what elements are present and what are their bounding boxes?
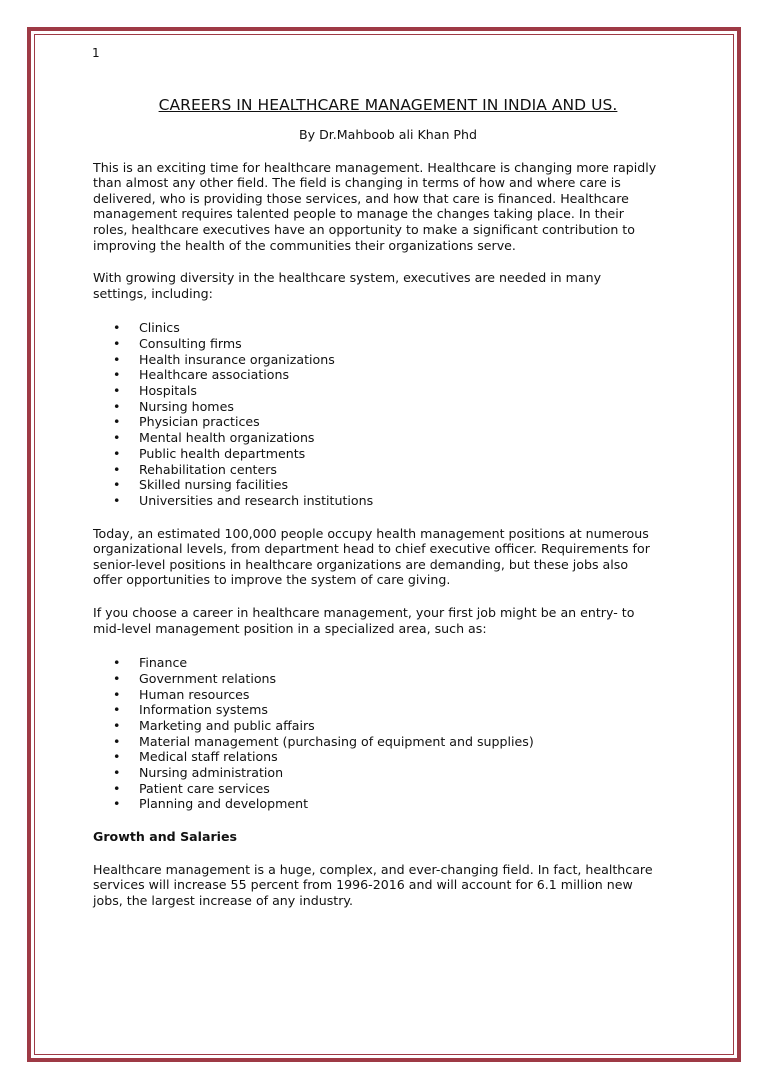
bullet-icon: •	[113, 749, 121, 765]
text-line: management requires talented people to manage the changes taking place. In their	[93, 206, 624, 222]
text-line: offer opportunities to improve the system of care giving.	[93, 572, 451, 588]
bullet-icon: •	[113, 764, 121, 780]
bullet-icon: •	[113, 320, 121, 336]
list-item: • Material management (purchasing of equipment and supplies)	[113, 733, 534, 749]
list-item: • Finance	[113, 655, 188, 671]
bullet-icon: •	[113, 702, 121, 718]
page-content	[93, 46, 683, 908]
text-line: With growing diversity in the healthcare system, executives are needed in many	[93, 270, 602, 286]
bullet-icon: •	[113, 477, 121, 493]
text-line: than almost any other field. The field is changing in terms of how and where care is	[93, 175, 621, 191]
section-heading-growth: Growth and Salaries	[93, 829, 238, 845]
list-item: • Health insurance organizations	[113, 351, 335, 367]
settings-intro-paragraph	[93, 270, 683, 301]
list-item: • Clinics	[113, 320, 180, 336]
list-item: • Universities and research institutions	[113, 492, 374, 508]
list-item: • Government relations	[113, 670, 277, 686]
list-item: • Nursing homes	[113, 398, 234, 414]
text-line: Healthcare management is a huge, complex, and ever-changing field. In fact, healthcare	[93, 861, 653, 877]
bullet-icon: •	[113, 796, 121, 812]
list-item: • Marketing and public affairs	[113, 717, 315, 733]
bullet-icon: •	[113, 430, 121, 446]
career-paragraph	[93, 605, 683, 636]
text-line: organizational levels, from department head to chief executive officer. Requirements for	[93, 541, 650, 557]
text-line: If you choose a career in healthcare management, your first job might be an entry- to	[93, 604, 635, 620]
bullet-icon: •	[113, 780, 121, 796]
bullet-icon: •	[113, 367, 121, 383]
bullet-icon: •	[113, 414, 121, 430]
text-line: services will increase 55 percent from 1996-2016 and will account for 6.1 million new	[93, 877, 633, 893]
bullet-icon: •	[113, 398, 121, 414]
text-line: This is an exciting time for healthcare management. Healthcare is changing more rapidly	[93, 159, 657, 175]
bullet-icon: •	[113, 445, 121, 461]
bullet-icon: •	[113, 461, 121, 477]
bullet-icon: •	[113, 383, 121, 399]
text-line: improving the health of the communities their organizations serve.	[93, 237, 516, 253]
list-item: • Consulting firms	[113, 336, 242, 352]
list-item: • Hospitals	[113, 383, 197, 399]
bullet-icon: •	[113, 733, 121, 749]
list-item: • Medical staff relations	[113, 749, 278, 765]
list-item: • Patient care services	[113, 780, 270, 796]
text-line: mid-level management position in a specialized area, such as:	[93, 620, 487, 636]
list-item: • Planning and development	[113, 796, 309, 812]
text-line: roles, healthcare executives have an opportunity to make a significant contribution to	[93, 221, 635, 237]
bullet-icon: •	[113, 655, 121, 671]
list-item: • Nursing administration	[113, 764, 284, 780]
list-item: • Human resources	[113, 686, 250, 702]
bullet-icon: •	[113, 717, 121, 733]
bullet-icon: •	[113, 670, 121, 686]
page-number: 1	[92, 46, 100, 60]
list-item: • Information systems	[113, 702, 268, 718]
text-line: settings, including:	[93, 285, 213, 301]
positions-paragraph	[93, 526, 683, 588]
bullet-icon: •	[113, 351, 121, 367]
list-item: • Physician practices	[113, 414, 260, 430]
list-item: • Public health departments	[113, 445, 306, 461]
bullet-icon: •	[113, 492, 121, 508]
list-item: • Healthcare associations	[113, 367, 290, 383]
growth-paragraph	[93, 862, 683, 909]
areas-list	[93, 655, 683, 812]
author-byline: By Dr.Mahboob ali Khan Phd	[298, 127, 477, 142]
bullet-icon: •	[113, 336, 121, 352]
text-line: delivered, who is providing those services, and how that care is financed. Healthcare	[93, 190, 629, 206]
bullet-icon: •	[113, 686, 121, 702]
text-line: Today, an estimated 100,000 people occupy health management positions at numerous	[93, 525, 649, 541]
document-title: CAREERS IN HEALTHCARE MANAGEMENT IN INDIA AND US.	[158, 96, 618, 114]
intro-paragraph	[93, 160, 683, 254]
text-line: jobs, the largest increase of any industry.	[93, 892, 354, 908]
list-item: • Skilled nursing facilities	[113, 477, 289, 493]
settings-list	[93, 320, 683, 508]
list-item: • Rehabilitation centers	[113, 461, 277, 477]
list-item: • Mental health organizations	[113, 430, 315, 446]
text-line: senior-level positions in healthcare organizations are demanding, but these jobs also	[93, 556, 629, 572]
